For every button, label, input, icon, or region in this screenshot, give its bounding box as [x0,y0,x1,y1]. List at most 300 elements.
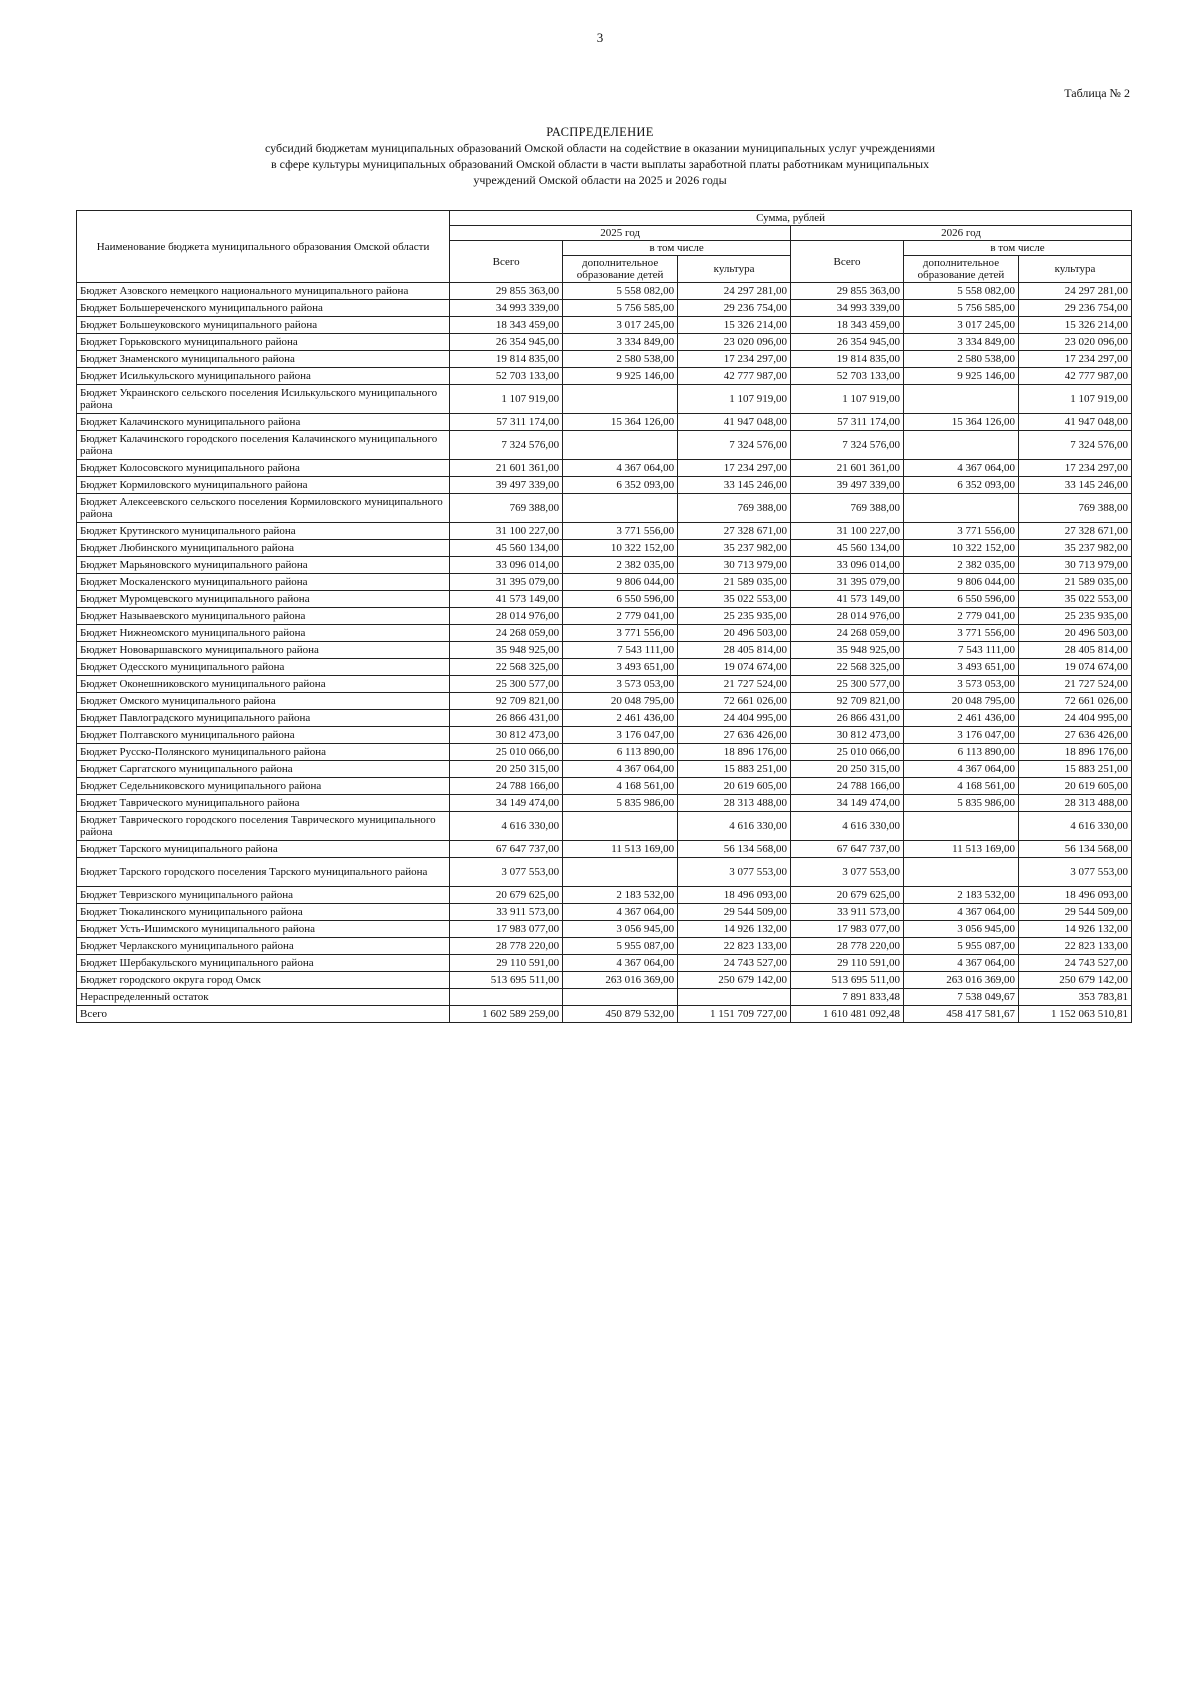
row-add-edu-2026: 3 493 651,00 [904,659,1019,676]
row-add-edu-2025: 4 367 064,00 [563,955,678,972]
row-add-edu-2026: 5 835 986,00 [904,795,1019,812]
row-add-edu-2026 [904,812,1019,841]
row-budget-name: Бюджет Омского муниципального района [77,693,450,710]
row-add-edu-2025 [563,494,678,523]
row-add-edu-2025: 5 558 082,00 [563,283,678,300]
row-total-2026: 29 855 363,00 [791,283,904,300]
row-total-2025: 31 100 227,00 [450,523,563,540]
header-add-edu-2026: дополнительное образование детей [904,256,1019,283]
row-budget-name: Бюджет Таврического городского поселения Таврического муниципального района [77,812,450,841]
row-add-edu-2025: 9 925 146,00 [563,368,678,385]
table-row [77,642,1132,659]
row-add-edu-2026: 3 334 849,00 [904,334,1019,351]
row-total-2026: 19 814 835,00 [791,351,904,368]
row-add-edu-2025: 4 367 064,00 [563,460,678,477]
row-culture-2025: 72 661 026,00 [678,693,791,710]
row-budget-name: Бюджет Нововаршавского муниципального района [77,642,450,659]
header-including-2025: в том числе [563,241,791,256]
row-culture-2026: 353 783,81 [1018,989,1131,1006]
row-culture-2026: 42 777 987,00 [1018,368,1131,385]
row-total-2026: 7 891 833,48 [791,989,904,1006]
row-culture-2025: 21 727 524,00 [678,676,791,693]
row-culture-2025: 1 151 709 727,00 [678,1006,791,1023]
row-culture-2025: 20 619 605,00 [678,778,791,795]
row-total-2026: 7 324 576,00 [791,431,904,460]
row-add-edu-2025 [563,858,678,887]
row-add-edu-2025: 2 580 538,00 [563,351,678,368]
table-row [77,283,1132,300]
row-add-edu-2025: 5 955 087,00 [563,938,678,955]
table-row [77,557,1132,574]
row-add-edu-2026 [904,494,1019,523]
row-culture-2025: 1 107 919,00 [678,385,791,414]
row-total-2026: 67 647 737,00 [791,841,904,858]
row-add-edu-2025: 6 352 093,00 [563,477,678,494]
row-culture-2026: 24 743 527,00 [1018,955,1131,972]
table-row [77,887,1132,904]
row-total-2026: 34 149 474,00 [791,795,904,812]
row-total-2025: 29 110 591,00 [450,955,563,972]
row-total-2026: 33 911 573,00 [791,904,904,921]
row-add-edu-2025: 3 017 245,00 [563,317,678,334]
row-budget-name: Бюджет Тарского городского поселения Тарского муниципального района [77,858,450,887]
row-total-2026: 25 300 577,00 [791,676,904,693]
table-row [77,989,1132,1006]
row-culture-2025: 24 404 995,00 [678,710,791,727]
row-culture-2025: 21 589 035,00 [678,574,791,591]
row-culture-2026: 28 405 814,00 [1018,642,1131,659]
row-total-2025: 26 354 945,00 [450,334,563,351]
row-culture-2025: 15 883 251,00 [678,761,791,778]
row-budget-name: Нераспределенный остаток [77,989,450,1006]
row-total-2026: 25 010 066,00 [791,744,904,761]
row-culture-2026: 25 235 935,00 [1018,608,1131,625]
row-add-edu-2026: 7 543 111,00 [904,642,1019,659]
row-total-2025: 28 014 976,00 [450,608,563,625]
row-budget-name: Бюджет Украинского сельского поселения Исилькульского муниципального района [77,385,450,414]
row-add-edu-2025: 450 879 532,00 [563,1006,678,1023]
row-total-2026: 513 695 511,00 [791,972,904,989]
row-culture-2025: 3 077 553,00 [678,858,791,887]
row-culture-2025: 42 777 987,00 [678,368,791,385]
row-budget-name: Бюджет Калачинского городского поселения Калачинского муниципального района [77,431,450,460]
table-row [77,710,1132,727]
table-row [77,841,1132,858]
row-total-2026: 20 679 625,00 [791,887,904,904]
row-budget-name: Бюджет Знаменского муниципального района [77,351,450,368]
row-add-edu-2025: 5 756 585,00 [563,300,678,317]
row-culture-2026: 15 883 251,00 [1018,761,1131,778]
row-add-edu-2026: 2 183 532,00 [904,887,1019,904]
row-add-edu-2026: 7 538 049,67 [904,989,1019,1006]
row-add-edu-2025: 10 322 152,00 [563,540,678,557]
row-add-edu-2025: 7 543 111,00 [563,642,678,659]
row-total-2025: 34 149 474,00 [450,795,563,812]
row-add-edu-2025: 4 367 064,00 [563,761,678,778]
row-culture-2025: 30 713 979,00 [678,557,791,574]
row-budget-name: Бюджет Саргатского муниципального района [77,761,450,778]
table-row [77,494,1132,523]
row-total-2025: 21 601 361,00 [450,460,563,477]
row-add-edu-2026: 3 771 556,00 [904,625,1019,642]
table-row [77,460,1132,477]
row-culture-2026: 1 107 919,00 [1018,385,1131,414]
row-culture-2026: 21 589 035,00 [1018,574,1131,591]
row-add-edu-2025: 2 779 041,00 [563,608,678,625]
row-culture-2026: 56 134 568,00 [1018,841,1131,858]
row-add-edu-2026: 4 367 064,00 [904,761,1019,778]
row-total-2026: 26 354 945,00 [791,334,904,351]
row-total-2025: 769 388,00 [450,494,563,523]
row-culture-2026: 3 077 553,00 [1018,858,1131,887]
row-total-2025: 29 855 363,00 [450,283,563,300]
table-row [77,574,1132,591]
row-culture-2026: 41 947 048,00 [1018,414,1131,431]
row-budget-name: Бюджет Шербакульского муниципального района [77,955,450,972]
row-budget-name: Бюджет Тарского муниципального района [77,841,450,858]
row-total-2026: 57 311 174,00 [791,414,904,431]
row-add-edu-2026: 3 771 556,00 [904,523,1019,540]
row-add-edu-2026: 5 955 087,00 [904,938,1019,955]
row-culture-2026: 72 661 026,00 [1018,693,1131,710]
row-total-2025: 4 616 330,00 [450,812,563,841]
row-total-2026: 45 560 134,00 [791,540,904,557]
row-budget-name: Бюджет Павлоградского муниципального района [77,710,450,727]
row-add-edu-2026 [904,385,1019,414]
table-row [77,744,1132,761]
row-culture-2026: 1 152 063 510,81 [1018,1006,1131,1023]
row-add-edu-2025: 20 048 795,00 [563,693,678,710]
row-total-2026: 28 014 976,00 [791,608,904,625]
row-culture-2026: 7 324 576,00 [1018,431,1131,460]
row-culture-2025: 20 496 503,00 [678,625,791,642]
table-row [77,385,1132,414]
row-total-2025: 39 497 339,00 [450,477,563,494]
row-culture-2025: 14 926 132,00 [678,921,791,938]
row-budget-name: Бюджет Кормиловского муниципального района [77,477,450,494]
row-total-2025: 45 560 134,00 [450,540,563,557]
row-culture-2026: 250 679 142,00 [1018,972,1131,989]
row-budget-name: Бюджет Черлакского муниципального района [77,938,450,955]
row-budget-name: Бюджет Колосовского муниципального района [77,460,450,477]
row-culture-2025 [678,989,791,1006]
row-culture-2025: 19 074 674,00 [678,659,791,676]
table-row [77,1006,1132,1023]
row-add-edu-2025: 3 334 849,00 [563,334,678,351]
table-row [77,608,1132,625]
row-culture-2025: 18 496 093,00 [678,887,791,904]
header-culture-2026: культура [1018,256,1131,283]
row-total-2025: 7 324 576,00 [450,431,563,460]
row-culture-2025: 15 326 214,00 [678,317,791,334]
row-culture-2025: 29 236 754,00 [678,300,791,317]
row-add-edu-2025: 15 364 126,00 [563,414,678,431]
document-title [220,124,980,188]
row-culture-2025: 56 134 568,00 [678,841,791,858]
row-add-edu-2026: 6 113 890,00 [904,744,1019,761]
table-row [77,300,1132,317]
row-add-edu-2025 [563,989,678,1006]
row-total-2026: 17 983 077,00 [791,921,904,938]
row-culture-2025: 35 022 553,00 [678,591,791,608]
table-row [77,858,1132,887]
row-add-edu-2026: 3 573 053,00 [904,676,1019,693]
row-culture-2026: 22 823 133,00 [1018,938,1131,955]
header-name: Наименование бюджета муниципального образования Омской области [77,211,450,283]
row-add-edu-2026: 2 779 041,00 [904,608,1019,625]
table-row [77,812,1132,841]
table-row [77,431,1132,460]
row-add-edu-2025: 263 016 369,00 [563,972,678,989]
row-budget-name: Бюджет Усть-Ишимского муниципального района [77,921,450,938]
table-row [77,938,1132,955]
row-total-2026: 28 778 220,00 [791,938,904,955]
row-total-2026: 31 395 079,00 [791,574,904,591]
row-budget-name: Бюджет Тевризского муниципального района [77,887,450,904]
row-total-2026: 4 616 330,00 [791,812,904,841]
row-culture-2026: 17 234 297,00 [1018,460,1131,477]
row-culture-2025: 22 823 133,00 [678,938,791,955]
row-add-edu-2025: 3 573 053,00 [563,676,678,693]
row-culture-2025: 25 235 935,00 [678,608,791,625]
row-culture-2026: 35 237 982,00 [1018,540,1131,557]
table-row [77,368,1132,385]
table-row [77,540,1132,557]
row-budget-name: Бюджет Седельниковского муниципального района [77,778,450,795]
row-budget-name: Бюджет Большеуковского муниципального района [77,317,450,334]
row-culture-2025: 24 743 527,00 [678,955,791,972]
row-culture-2026: 29 544 509,00 [1018,904,1131,921]
row-culture-2026: 28 313 488,00 [1018,795,1131,812]
row-add-edu-2025 [563,431,678,460]
row-add-edu-2026: 9 806 044,00 [904,574,1019,591]
row-add-edu-2026: 3 056 945,00 [904,921,1019,938]
table-row [77,955,1132,972]
row-budget-name: Бюджет Азовского немецкого национального муниципального района [77,283,450,300]
row-budget-name: Бюджет городского округа город Омск [77,972,450,989]
row-culture-2026: 15 326 214,00 [1018,317,1131,334]
table-row [77,625,1132,642]
row-total-2026: 24 268 059,00 [791,625,904,642]
row-culture-2026: 20 496 503,00 [1018,625,1131,642]
row-total-2025: 28 778 220,00 [450,938,563,955]
row-total-2025: 41 573 149,00 [450,591,563,608]
row-total-2025: 33 096 014,00 [450,557,563,574]
row-total-2026: 1 610 481 092,48 [791,1006,904,1023]
table-row [77,414,1132,431]
row-culture-2026: 20 619 605,00 [1018,778,1131,795]
row-total-2025: 35 948 925,00 [450,642,563,659]
row-total-2026: 24 788 166,00 [791,778,904,795]
row-culture-2025: 27 328 671,00 [678,523,791,540]
row-budget-name: Бюджет Москаленского муниципального района [77,574,450,591]
row-add-edu-2026: 15 364 126,00 [904,414,1019,431]
row-culture-2026: 4 616 330,00 [1018,812,1131,841]
row-total-2025: 67 647 737,00 [450,841,563,858]
row-total-2026: 20 250 315,00 [791,761,904,778]
row-total-2025: 20 250 315,00 [450,761,563,778]
row-budget-name: Бюджет Оконешниковского муниципального района [77,676,450,693]
row-culture-2026: 30 713 979,00 [1018,557,1131,574]
row-culture-2026: 19 074 674,00 [1018,659,1131,676]
row-culture-2025: 35 237 982,00 [678,540,791,557]
row-budget-name: Бюджет Нижнеомского муниципального района [77,625,450,642]
row-add-edu-2026: 2 580 538,00 [904,351,1019,368]
row-culture-2025: 27 636 426,00 [678,727,791,744]
row-total-2025: 25 300 577,00 [450,676,563,693]
row-budget-name: Бюджет Большереченского муниципального района [77,300,450,317]
row-add-edu-2026: 6 352 093,00 [904,477,1019,494]
row-add-edu-2025: 6 113 890,00 [563,744,678,761]
row-total-2025: 57 311 174,00 [450,414,563,431]
row-add-edu-2026: 5 558 082,00 [904,283,1019,300]
row-add-edu-2025: 3 493 651,00 [563,659,678,676]
row-total-2026: 3 077 553,00 [791,858,904,887]
header-add-edu-2025: дополнительное образование детей [563,256,678,283]
row-culture-2026: 769 388,00 [1018,494,1131,523]
row-culture-2026: 23 020 096,00 [1018,334,1131,351]
row-total-2026: 31 100 227,00 [791,523,904,540]
row-culture-2025: 24 297 281,00 [678,283,791,300]
row-total-2025: 18 343 459,00 [450,317,563,334]
table-row [77,317,1132,334]
row-budget-name: Бюджет Любинского муниципального района [77,540,450,557]
row-total-2025: 31 395 079,00 [450,574,563,591]
row-total-2026: 41 573 149,00 [791,591,904,608]
row-total-2025: 33 911 573,00 [450,904,563,921]
table-row [77,904,1132,921]
row-add-edu-2025: 9 806 044,00 [563,574,678,591]
row-budget-name: Бюджет Русско-Полянского муниципального района [77,744,450,761]
table-row [77,659,1132,676]
row-culture-2025: 7 324 576,00 [678,431,791,460]
header-year-2025: 2025 год [450,226,791,241]
table-row [77,921,1132,938]
row-add-edu-2025: 2 183 532,00 [563,887,678,904]
row-culture-2025: 23 020 096,00 [678,334,791,351]
row-culture-2025: 4 616 330,00 [678,812,791,841]
row-total-2026: 52 703 133,00 [791,368,904,385]
table-row [77,523,1132,540]
row-total-2025: 20 679 625,00 [450,887,563,904]
row-total-2026: 29 110 591,00 [791,955,904,972]
row-add-edu-2026: 4 367 064,00 [904,904,1019,921]
row-add-edu-2026: 5 756 585,00 [904,300,1019,317]
row-add-edu-2026: 3 017 245,00 [904,317,1019,334]
row-add-edu-2025: 2 382 035,00 [563,557,678,574]
row-budget-name: Бюджет Полтавского муниципального района [77,727,450,744]
row-add-edu-2025: 4 367 064,00 [563,904,678,921]
row-total-2025: 30 812 473,00 [450,727,563,744]
row-total-2026: 39 497 339,00 [791,477,904,494]
row-add-edu-2026: 10 322 152,00 [904,540,1019,557]
row-add-edu-2025: 6 550 596,00 [563,591,678,608]
row-budget-name: Бюджет Марьяновского муниципального района [77,557,450,574]
row-culture-2025: 769 388,00 [678,494,791,523]
row-budget-name: Бюджет Калачинского муниципального района [77,414,450,431]
row-total-2025: 17 983 077,00 [450,921,563,938]
row-culture-2026: 35 022 553,00 [1018,591,1131,608]
row-culture-2026: 18 896 176,00 [1018,744,1131,761]
row-culture-2026: 27 328 671,00 [1018,523,1131,540]
row-budget-name: Бюджет Называевского муниципального района [77,608,450,625]
table-row [77,591,1132,608]
row-budget-name: Бюджет Одесского муниципального района [77,659,450,676]
row-add-edu-2025: 3 771 556,00 [563,523,678,540]
table-row [77,727,1132,744]
row-culture-2025: 18 896 176,00 [678,744,791,761]
row-add-edu-2026: 6 550 596,00 [904,591,1019,608]
row-culture-2025: 17 234 297,00 [678,351,791,368]
row-add-edu-2026: 2 461 436,00 [904,710,1019,727]
row-total-2025: 24 268 059,00 [450,625,563,642]
row-total-2026: 34 993 339,00 [791,300,904,317]
row-add-edu-2025: 3 056 945,00 [563,921,678,938]
row-culture-2026: 18 496 093,00 [1018,887,1131,904]
row-culture-2025: 29 544 509,00 [678,904,791,921]
row-add-edu-2026: 20 048 795,00 [904,693,1019,710]
row-add-edu-2026 [904,858,1019,887]
row-total-2025: 92 709 821,00 [450,693,563,710]
row-culture-2026: 24 404 995,00 [1018,710,1131,727]
row-total-2026: 21 601 361,00 [791,460,904,477]
row-culture-2026: 21 727 524,00 [1018,676,1131,693]
header-including-2026: в том числе [904,241,1132,256]
row-culture-2025: 28 405 814,00 [678,642,791,659]
row-add-edu-2025: 11 513 169,00 [563,841,678,858]
row-total-2025: 19 814 835,00 [450,351,563,368]
row-total-2025 [450,989,563,1006]
row-culture-2026: 14 926 132,00 [1018,921,1131,938]
row-budget-name: Бюджет Муромцевского муниципального района [77,591,450,608]
row-add-edu-2026: 11 513 169,00 [904,841,1019,858]
row-add-edu-2026 [904,431,1019,460]
header-total-2026: Всего [791,241,904,283]
title-line-2: в сфере культуры муниципальных образований Омской области в части выплаты заработной платы работникам муниципальных [270,157,930,171]
row-culture-2026: 17 234 297,00 [1018,351,1131,368]
table-label: Таблица № 2 [1064,86,1130,100]
row-culture-2026: 27 636 426,00 [1018,727,1131,744]
row-total-2026: 35 948 925,00 [791,642,904,659]
row-total-2026: 26 866 431,00 [791,710,904,727]
row-culture-2025: 41 947 048,00 [678,414,791,431]
row-total-2025: 34 993 339,00 [450,300,563,317]
row-total-2026: 18 343 459,00 [791,317,904,334]
row-add-edu-2026: 4 367 064,00 [904,460,1019,477]
row-add-edu-2025: 3 771 556,00 [563,625,678,642]
row-budget-name: Бюджет Горьковского муниципального района [77,334,450,351]
row-culture-2025: 33 145 246,00 [678,477,791,494]
table-row [77,778,1132,795]
row-total-2026: 22 568 325,00 [791,659,904,676]
row-add-edu-2026: 263 016 369,00 [904,972,1019,989]
table-row [77,351,1132,368]
row-total-2025: 1 107 919,00 [450,385,563,414]
title-line-3: учреждений Омской области на 2025 и 2026 годы [473,173,727,187]
table-row [77,334,1132,351]
row-total-2025: 25 010 066,00 [450,744,563,761]
row-add-edu-2026: 458 417 581,67 [904,1006,1019,1023]
row-add-edu-2026: 9 925 146,00 [904,368,1019,385]
table-row [77,693,1132,710]
row-budget-name: Бюджет Алексеевского сельского поселения Кормиловского муниципального района [77,494,450,523]
row-budget-name: Всего [77,1006,450,1023]
row-add-edu-2025 [563,385,678,414]
row-total-2026: 1 107 919,00 [791,385,904,414]
row-total-2026: 30 812 473,00 [791,727,904,744]
row-add-edu-2026: 3 176 047,00 [904,727,1019,744]
table-row [77,972,1132,989]
